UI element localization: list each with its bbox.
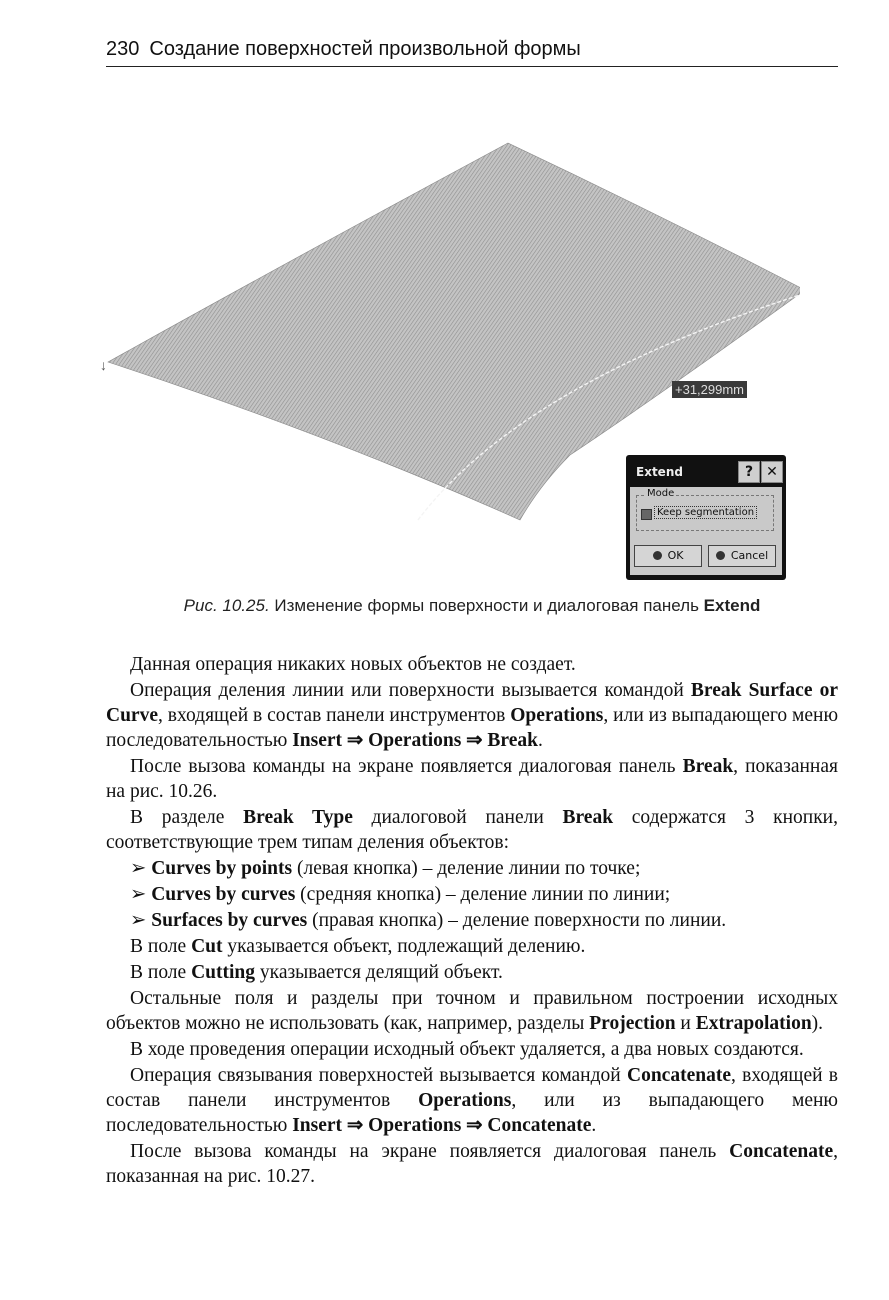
- ok-button[interactable]: [634, 545, 702, 567]
- dialog-title: Extend: [636, 465, 683, 479]
- close-button[interactable]: ✕: [761, 461, 783, 483]
- bold-term: Curves by curves: [151, 884, 296, 905]
- caption-text: Изменение формы поверхности и диалоговая панель: [269, 596, 704, 615]
- text-run: В поле: [130, 936, 192, 957]
- text-run: (левая кнопка) – деление линии по точке;: [292, 858, 641, 879]
- paragraph: [106, 805, 838, 855]
- mode-label: Mode: [647, 488, 675, 499]
- paragraph: [106, 1037, 838, 1062]
- bullet-item: [106, 908, 838, 933]
- bold-term: Break: [562, 807, 614, 828]
- paragraph: [106, 678, 838, 753]
- ok-label: OK: [667, 549, 684, 562]
- bold-term: Curves by points: [151, 858, 293, 879]
- page-number: 230: [106, 38, 140, 60]
- bold-term: Insert ⇒ Operations ⇒ Concatenate: [292, 1115, 592, 1136]
- extend-dialog: [626, 455, 786, 580]
- paragraph: [106, 1063, 838, 1138]
- text-run: .: [537, 730, 543, 751]
- text-run: , показанная на рис. 10.26.: [106, 756, 838, 802]
- text-run: В поле: [130, 962, 192, 983]
- bold-term: Cutting: [191, 962, 256, 983]
- bold-term: Concatenate: [627, 1065, 731, 1086]
- text-run: , входящей в состав панели инструментов: [106, 1065, 839, 1111]
- caption-bold: Extend: [703, 596, 761, 615]
- text-run: После вызова команды на экране появляется диалоговая панель: [130, 756, 683, 777]
- paragraph: [106, 754, 838, 804]
- text-run: , или из выпадающего меню последовательностью: [106, 705, 839, 751]
- bold-term: Concatenate: [729, 1141, 834, 1162]
- bold-term: Break Surface or Curve: [106, 680, 838, 726]
- text-run: (средняя кнопка) – деление линии по линии;: [295, 884, 671, 905]
- text-run: ➢: [130, 858, 152, 879]
- bold-term: Cut: [191, 936, 223, 957]
- bold-term: Break Type: [243, 807, 353, 828]
- ok-icon: [653, 551, 662, 560]
- text-run: указывается объект, подлежащий делению.: [222, 936, 586, 957]
- running-header: [106, 36, 838, 67]
- text-run: диалоговой панели: [352, 807, 563, 828]
- paragraph: [106, 986, 838, 1036]
- text-run: ➢: [130, 884, 152, 905]
- bold-term: Extrapolation: [695, 1013, 812, 1034]
- text-run: , входящей в состав панели инструментов: [158, 705, 511, 726]
- cancel-button[interactable]: [708, 545, 776, 567]
- keep-segmentation-checkbox[interactable]: [641, 509, 652, 520]
- bullet-item: [106, 882, 838, 907]
- mode-group: [636, 488, 774, 531]
- dimension-label: +31,299mm: [672, 381, 747, 398]
- text-run: Операция связывания поверхностей вызывается командой: [130, 1065, 627, 1086]
- text-run: , или из выпадающего меню последовательностью: [106, 1090, 838, 1136]
- paragraph: [106, 1139, 838, 1189]
- bullet-item: [106, 856, 838, 881]
- cancel-icon: [716, 551, 725, 560]
- bold-term: Operations: [510, 705, 604, 726]
- text-run: В ходе проведения операции исходный объект удаляется, а два новых создаются.: [130, 1039, 804, 1060]
- text-run: ).: [811, 1013, 824, 1034]
- paragraph: [106, 652, 838, 677]
- text-run: .: [591, 1115, 597, 1136]
- text-run: и: [675, 1013, 696, 1034]
- text-run: ➢: [130, 910, 152, 931]
- text-run: указывается делящий объект.: [255, 962, 503, 983]
- bold-term: Break: [682, 756, 734, 777]
- figure-caption: [0, 596, 889, 616]
- caption-number: Рис. 10.25.: [183, 596, 270, 615]
- bold-term: Projection: [589, 1013, 676, 1034]
- body-text: [106, 652, 838, 1190]
- text-run: (правая кнопка) – деление поверхности по линии.: [307, 910, 727, 931]
- bold-term: Surfaces by curves: [151, 910, 308, 931]
- dialog-body: [630, 487, 782, 575]
- text-run: Остальные поля и разделы при точном и правильном построении исходных объектов можно не использовать (как, например, разделы: [106, 988, 838, 1034]
- text-run: В разделе: [130, 807, 244, 828]
- help-button[interactable]: ?: [738, 461, 760, 483]
- keep-segmentation-label[interactable]: Keep segmentation: [654, 506, 757, 519]
- text-run: Операция деления линии или поверхности вызывается командой: [130, 680, 691, 701]
- chapter-title: Создание поверхностей произвольной формы: [149, 38, 581, 60]
- paragraph: [106, 934, 838, 959]
- cancel-label: Cancel: [730, 549, 769, 562]
- text-run: Данная операция никаких новых объектов не создает.: [130, 654, 576, 675]
- paragraph: [106, 960, 838, 985]
- svg-text:↓: ↓: [100, 359, 107, 374]
- figure-surface: [100, 135, 800, 590]
- bold-term: Insert ⇒ Operations ⇒ Break: [292, 730, 538, 751]
- text-run: содержатся 3 кнопки, соответствующие трем типам деления объектов:: [106, 807, 838, 853]
- bold-term: Operations: [418, 1090, 512, 1111]
- text-run: После вызова команды на экране появляется диалоговая панель: [130, 1141, 730, 1162]
- text-run: , показанная на рис. 10.27.: [106, 1141, 838, 1187]
